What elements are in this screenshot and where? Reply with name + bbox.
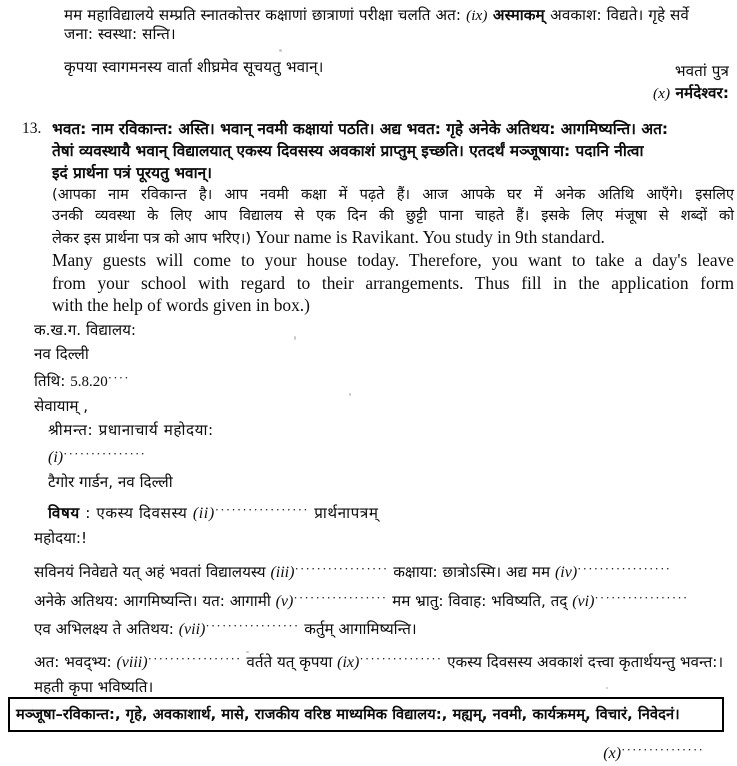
- question-13-body: [52, 118, 734, 317]
- body-text: सविनयं निवेद्यते यत् अहं भवतां विद्यालयस्य: [34, 562, 271, 581]
- letter-body-line-4: [22, 646, 734, 675]
- letter-date: [22, 366, 734, 394]
- carryover-line-1-tail: अवकाश: विद्यते। गृहे सर्वे: [550, 6, 689, 24]
- hindi-line-tail: लेकर इस प्रार्थना पत्र को आप भरिए।): [52, 230, 252, 247]
- carryover-line-1-text: मम महाविद्यालये सम्प्रति स्नातकोत्तर कक्षाणां छात्राणां परीक्षा चलति अत:: [64, 6, 467, 24]
- blank-marker-x: (x): [603, 745, 622, 763]
- hindi-line: (आपका नाम रविकान्त है। आप नवमी कक्षा में पढ़ते हैं। आज आपके घर में अनेक अतिथि आएँगे। इसलिए: [52, 186, 734, 203]
- carryover-signature-name: नर्मदेश्वर:: [670, 84, 729, 102]
- blank-dots: ·················: [293, 589, 388, 605]
- body-text: वर्तते यत् कृपया: [241, 653, 338, 672]
- letter-body-line-3: [22, 613, 734, 642]
- date-blank-dots: ····: [107, 370, 130, 385]
- manjusha-word-bank-box: [8, 697, 724, 732]
- blank-dots: ·················: [594, 589, 689, 605]
- letter-body-line-2: [22, 585, 734, 614]
- manjusha-row: [16, 704, 716, 724]
- body-text: एव अभिलक्ष्य ते अतिथय:: [34, 620, 179, 639]
- question-13-hindi-gloss: [52, 184, 734, 226]
- manjusha-label: मञ्जूषा–: [16, 706, 63, 723]
- question-13: [22, 118, 734, 317]
- subject-part-1: एकस्य दिवसस्य: [96, 503, 193, 522]
- blank-dots: ·················: [147, 651, 242, 667]
- blank-marker-i: (i): [48, 448, 64, 466]
- letter-closing-blank-row: [22, 737, 734, 766]
- blank-marker-vii: (vii): [178, 621, 206, 639]
- letter-blank-i-row: [22, 442, 734, 470]
- body-text: अनेके अतिथय: आगमिष्यन्ति। यत: आगामी: [34, 591, 276, 610]
- blank-marker-ix: (ix): [466, 7, 488, 24]
- body-text: मम भ्रातु: विवाह: भविष्यति, तद्: [387, 591, 573, 610]
- question-13-english-gloss: [52, 226, 734, 317]
- blank-marker-iii: (iii): [270, 563, 295, 581]
- carryover-signoff: भवतां पुत्र: [674, 62, 729, 80]
- subject-separator: :: [79, 503, 97, 522]
- letter-body-line-1: [22, 556, 734, 585]
- carryover-bold-word: अस्माकम्: [487, 6, 551, 24]
- blank-marker-ix: (ix): [337, 654, 360, 672]
- english-line: Many guests will come to your house today. Therefore, you want to take a day's leave: [52, 250, 734, 270]
- blank-marker-vi: (vi): [572, 592, 595, 610]
- body-text: एकस्य दिवसस्य अवकाशं दत्त्वा कृतार्थयन्तु भवन्त:।: [442, 653, 724, 672]
- body-text: कर्तुम् आगामिष्यन्ति।: [299, 620, 417, 639]
- letter-address: टैगोर गार्डन, नव दिल्ली: [48, 472, 173, 491]
- english-line: from your school with regard to their arrangements. Thus fill in the application form: [52, 272, 734, 293]
- letter-subject: [22, 494, 734, 526]
- letter-to: सेवायाम् ,: [34, 396, 89, 415]
- question-number: 13.: [22, 120, 42, 137]
- carryover-signature: [64, 84, 729, 103]
- english-line: Your name is Ravikant. You study in 9th standard.: [255, 227, 605, 247]
- blank-marker-viii: (viii): [116, 654, 148, 672]
- carryover-line-2: जना: स्वस्था: सन्ति।: [64, 25, 176, 43]
- carryover-line-3: कृपया स्वागमनस्य वार्ता शीघ्रमेव सूचयतु भवान्।: [64, 58, 324, 76]
- letter-school-name: क.ख.ग. विद्यालय:: [34, 321, 137, 339]
- blank-marker-x: (x): [652, 85, 671, 102]
- subject-label: विषय: [48, 503, 80, 522]
- sanskrit-line: भवत: नाम रविकान्त: अस्ति। भवान् नवमी कक्षायां पठति। अद्य भवत: गृहे अनेके अतिथय: आगमिष्यन्ति। अत:: [52, 120, 669, 138]
- blank-dots: ···············: [359, 651, 443, 667]
- hindi-line: उनकी व्यवस्था के लिए आप विद्यालय से एक दिन की छुट्टी पाना चाहते हैं। इसके लिए मंजूषा से शब्दों को: [52, 207, 734, 224]
- blank-dots: ···············: [621, 742, 704, 758]
- subject-part-2: प्रार्थनापत्रम्: [308, 503, 379, 522]
- body-text: अत: भवद्भ्य:: [34, 653, 117, 672]
- carryover-line-1: [64, 6, 729, 25]
- blank-marker-v: (v): [275, 592, 294, 610]
- blank-marker-iv: (iv): [554, 563, 578, 581]
- sanskrit-line: तेषां व्यवस्थायै भवान् विद्यालयात् एकस्य दिवसस्य अवकाशं प्राप्तुम् इच्छति। एतदर्थं मञ्जूषाया: पदानि नीत्वा: [52, 142, 644, 160]
- date-label: तिथि:: [34, 371, 71, 390]
- blank-dots: ·················: [205, 618, 300, 634]
- letter-closing-body: महती कृपा भविष्यति।: [34, 678, 154, 697]
- date-value: 5.8.20: [70, 373, 108, 390]
- blank-dots: ·················: [214, 501, 309, 517]
- blank-dots: ·················: [577, 560, 672, 576]
- manjusha-words: रविकान्त:, गृहे, अवकाशार्थ, मासे, राजकीय वरिष्ठ माध्यमिक विद्यालय:, मह्यम्, नवमी, कार्यक्रमम्, विचारं, निवेदनं।: [62, 706, 680, 723]
- sanskrit-line: इदं प्रार्थना पत्रं पूरयतु भवान्।: [52, 164, 212, 182]
- body-text: कक्षाया: छात्रोऽस्मि। अद्य मम: [388, 562, 555, 581]
- letter-city: नव दिल्ली: [34, 345, 89, 363]
- letter-greeting: महोदया:!: [34, 528, 88, 547]
- blank-marker-ii: (ii): [192, 504, 215, 522]
- english-line: with the help of words given in box.): [52, 295, 310, 315]
- question-13-sanskrit: [52, 118, 734, 184]
- blank-dots: ···············: [63, 445, 147, 461]
- letter-addressee: श्रीमन्त: प्रधानाचार्य महोदया:: [48, 420, 214, 439]
- blank-dots: ·················: [294, 560, 389, 576]
